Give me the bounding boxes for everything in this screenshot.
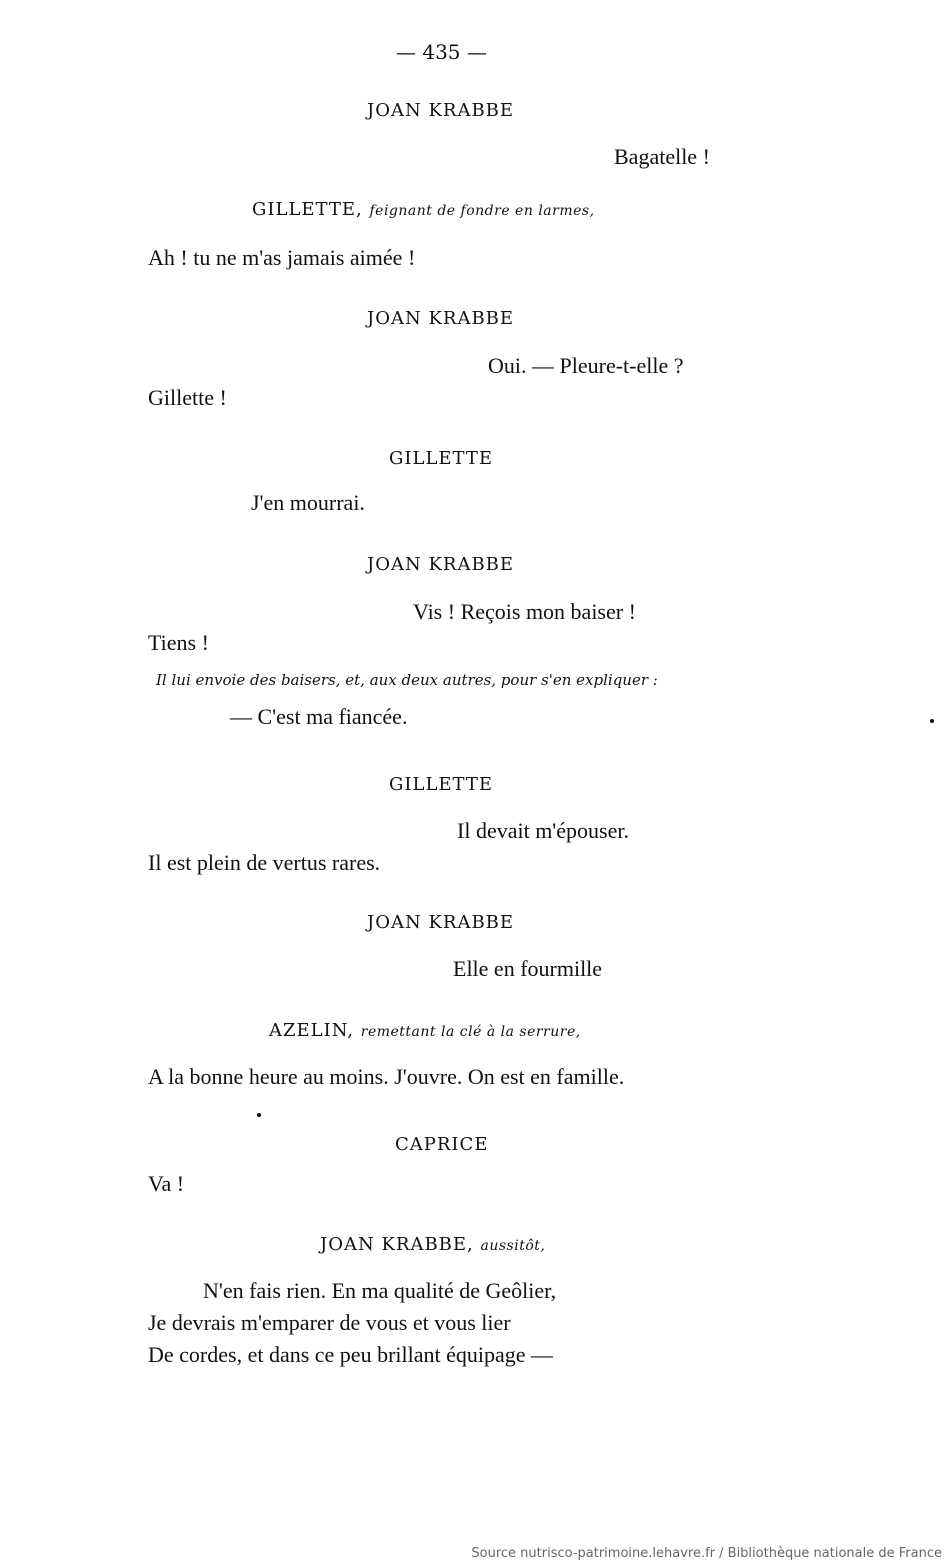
verse-line: Tiens ! [148, 630, 209, 655]
speaker-joan-krabbe: JOAN KRABBE [367, 100, 515, 121]
verse-line: De cordes, et dans ce peu brillant équipage — [148, 1342, 554, 1367]
speaker-azelin [269, 1022, 581, 1040]
verse-line: Je devrais m'emparer de vous et vous lier [148, 1310, 511, 1335]
verse-line: — C'est ma fiancée. [230, 704, 408, 729]
verse-line: Gillette ! [148, 385, 227, 410]
speaker-name: GILLETTE, [252, 199, 363, 220]
speaker-caprice: CAPRICE [395, 1134, 489, 1155]
speaker-joan-krabbe: JOAN KRABBE [367, 554, 515, 575]
speaker-joan-krabbe: JOAN KRABBE [367, 308, 515, 329]
verse-line: Vis ! Reçois mon baiser ! [413, 599, 636, 624]
verse-line: Elle en fourmille [453, 956, 603, 981]
stage-direction: Il lui envoie des baisers, et, aux deux autres, pour s'en expliquer : [156, 671, 658, 689]
ink-speck [930, 719, 934, 723]
verse-line: J'en mourrai. [251, 490, 365, 515]
speaker-joan-krabbe: JOAN KRABBE [367, 912, 515, 933]
verse-line: Il devait m'épouser. [457, 818, 629, 843]
ink-speck [257, 1113, 261, 1117]
verse-line: Il est plein de vertus rares. [148, 850, 381, 875]
verse-line: Va ! [148, 1171, 185, 1196]
verse-line: Ah ! tu ne m'as jamais aimée ! [148, 245, 416, 270]
verse-line: Bagatelle ! [614, 144, 710, 169]
speaker-gillette [252, 201, 595, 219]
stage-direction: aussitôt, [480, 1238, 546, 1254]
stage-direction: feignant de fondre en larmes, [369, 203, 595, 219]
speaker-gillette: GILLETTE [389, 448, 494, 469]
stage-direction: remettant la clé à la serrure, [360, 1024, 581, 1040]
verse-line: A la bonne heure au moins. J'ouvre. On est en famille. [148, 1064, 625, 1089]
verse-line: N'en fais rien. En ma qualité de Geôlier, [203, 1278, 557, 1303]
speaker-name: AZELIN, [269, 1020, 355, 1041]
page-number: — 435 — [396, 40, 487, 64]
speaker-gillette: GILLETTE [389, 774, 494, 795]
speaker-name: JOAN KRABBE, [320, 1234, 474, 1255]
source-credit: Source nutrisco-patrimoine.lehavre.fr / Bibliothèque nationale de France [471, 1546, 942, 1561]
speaker-joan-krabbe [320, 1236, 545, 1254]
verse-line: Oui. — Pleure-t-elle ? [488, 353, 684, 378]
